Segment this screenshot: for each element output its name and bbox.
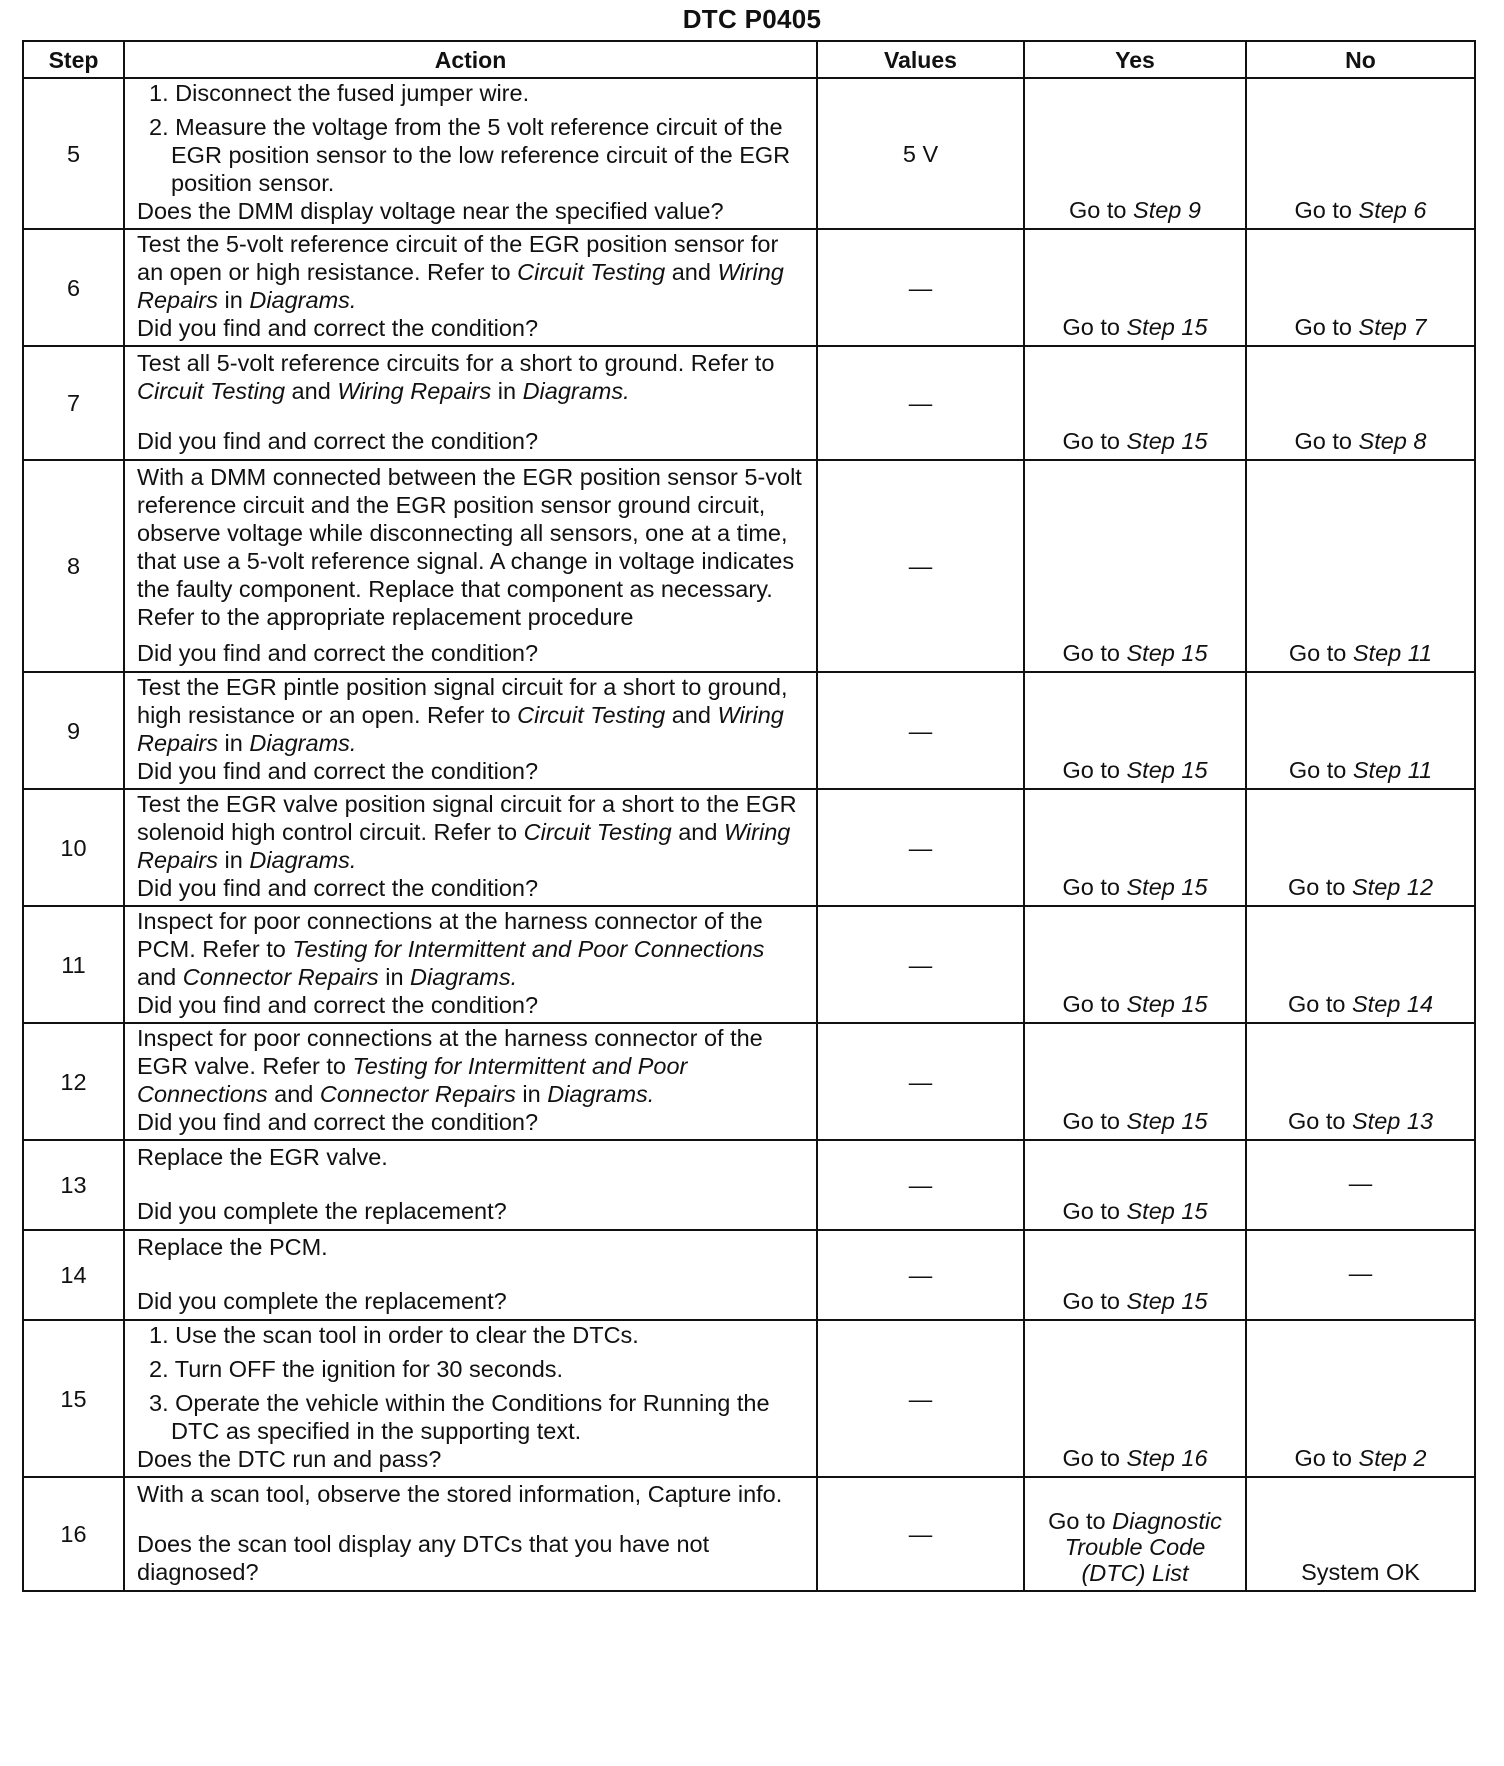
step-item-number: 1. (149, 80, 169, 106)
step-number: 9 (23, 672, 124, 789)
table-row (23, 672, 1475, 789)
no-plain-text: System OK (1301, 1559, 1420, 1585)
goto-prefix: Go to (1294, 1445, 1359, 1471)
action-description (137, 230, 808, 314)
goto-prefix: Go to (1062, 1288, 1127, 1314)
action-question: Did you find and correct the condition? (137, 875, 539, 901)
goto-prefix: Go to (1288, 640, 1353, 666)
step-item-text: Use the scan tool in order to clear the DTCs. (175, 1322, 639, 1348)
action-content (137, 1024, 808, 1136)
reference-link-text: Circuit Testing (523, 819, 672, 845)
action-content (137, 790, 808, 902)
reference-link-text: Testing for Intermittent and Poor Connections (137, 1053, 688, 1107)
goto-target: Step 15 (1126, 1198, 1208, 1224)
yes-result (1024, 1023, 1246, 1140)
description-text: in (378, 964, 411, 990)
action-cell (124, 460, 817, 672)
action-question: Did you find and correct the condition? (137, 758, 539, 784)
step-number: 14 (23, 1230, 124, 1320)
goto-prefix: Go to (1062, 640, 1127, 666)
step-item-text: Turn OFF the ignition for 30 seconds. (174, 1356, 564, 1382)
description-text: Replace the PCM. (137, 1233, 328, 1260)
value-cell: 5 V (817, 78, 1024, 229)
action-instructions (137, 1321, 808, 1445)
table-body (23, 78, 1475, 1591)
step-number: 5 (23, 78, 124, 229)
goto-target: Step 7 (1358, 314, 1427, 340)
description-text: With a scan tool, observe the stored information, Capture info. (137, 1480, 783, 1507)
description-text: and (671, 819, 724, 845)
numbered-step (137, 1389, 808, 1445)
goto-prefix: Go to (1062, 874, 1127, 900)
action-question: Did you find and correct the condition? (137, 992, 539, 1018)
action-content (137, 349, 808, 455)
action-question: Does the DTC run and pass? (137, 1446, 442, 1472)
reference-link-text: Diagrams. (249, 287, 357, 313)
description-text: Inspect for poor connections at the harness connector of the PCM. Refer to (137, 908, 763, 962)
no-result (1246, 1320, 1475, 1477)
goto-target: Step 15 (1126, 1288, 1208, 1314)
value-cell: — (817, 1140, 1024, 1230)
table-row (23, 906, 1475, 1023)
yes-result (1024, 1140, 1246, 1230)
goto-prefix: Go to (1294, 428, 1359, 454)
goto-prefix: Go to (1062, 428, 1127, 454)
description-text: and (267, 1081, 320, 1107)
goto-prefix: Go to (1062, 314, 1127, 340)
step-item-number: 3. (149, 1390, 169, 1416)
description-text: in (217, 287, 250, 313)
action-description (137, 1480, 808, 1508)
goto-prefix: Go to (1062, 1445, 1127, 1471)
step-item-text: Measure the voltage from the 5 volt reference circuit of the EGR position sensor to the low reference circuit of the EGR position sensor. (171, 114, 791, 196)
action-instructions (137, 1233, 808, 1261)
action-question: Did you find and correct the condition? (137, 1109, 539, 1135)
goto-target: Step 15 (1126, 757, 1208, 783)
description-text: Inspect for poor connections at the harness connector of the EGR valve. Refer to (137, 1025, 763, 1079)
table-row (23, 460, 1475, 672)
yes-result (1024, 460, 1246, 672)
no-result (1246, 672, 1475, 789)
description-text: and (665, 702, 718, 728)
goto-prefix: Go to (1048, 1508, 1113, 1534)
goto-target: Step 2 (1358, 1445, 1427, 1471)
step-item-text: Operate the vehicle within the Conditions for Running the DTC as specified in the supporting text. (171, 1390, 770, 1444)
goto-target: Step 11 (1352, 757, 1433, 783)
action-cell (124, 1320, 817, 1477)
action-question: Did you find and correct the condition? (137, 639, 539, 666)
table-row (23, 78, 1475, 229)
step-item-number: 2. (149, 1356, 169, 1382)
action-instructions (137, 230, 808, 314)
numbered-step (137, 113, 808, 197)
description-text: and (137, 964, 183, 990)
reference-link-text: Wiring Repairs (137, 702, 784, 756)
no-result (1246, 1230, 1475, 1320)
goto-target: Step 15 (1126, 428, 1208, 454)
goto-target: Step 8 (1358, 428, 1427, 454)
description-text: With a DMM connected between the EGR position sensor 5-volt reference circuit and the EGR position sensor ground circuit, observe voltage while disconnecting all sensors, one at a time, that use a 5-volt reference signal. A change in voltage indicates the faulty component. Replace that component as necessary. Refer to the appropriate replacement procedure (137, 463, 802, 630)
table-row (23, 1320, 1475, 1477)
value-cell: — (817, 1230, 1024, 1320)
header-row (23, 41, 1475, 78)
description-text: in (217, 730, 250, 756)
action-cell (124, 1023, 817, 1140)
step-number: 16 (23, 1477, 124, 1591)
goto-prefix: Go to (1062, 757, 1127, 783)
description-text: Test the EGR pintle position signal circuit for a short to ground, high resistance or an open. Refer to (137, 674, 788, 728)
action-description (137, 673, 808, 757)
action-question: Did you complete the replacement? (137, 1287, 507, 1314)
description-text: Test the EGR valve position signal circuit for a short to the EGR solenoid high control circuit. Refer to (137, 791, 797, 845)
goto-target: Step 9 (1133, 197, 1201, 223)
action-question: Did you complete the replacement? (137, 1197, 507, 1224)
action-description (137, 463, 808, 631)
goto-prefix: Go to (1062, 991, 1127, 1017)
action-description (137, 1024, 808, 1108)
reference-link-text: Circuit Testing (137, 377, 286, 404)
action-cell (124, 1140, 817, 1230)
action-instructions (137, 1143, 808, 1171)
goto-prefix: Go to (1062, 1198, 1127, 1224)
reference-link-text: Connector Repairs (182, 964, 379, 990)
no-plain-text: — (1348, 1170, 1373, 1196)
header-values: Values (817, 41, 1024, 78)
goto-target: Step 15 (1126, 640, 1208, 666)
action-instructions (137, 1024, 808, 1108)
action-question: Does the scan tool display any DTCs that you have not diagnosed? (137, 1530, 710, 1585)
step-number: 12 (23, 1023, 124, 1140)
reference-link-text: Diagrams. (522, 377, 630, 404)
goto-prefix: Go to (1288, 757, 1353, 783)
goto-target: Step 11 (1352, 640, 1433, 666)
no-result (1246, 460, 1475, 672)
diagnostic-table (22, 40, 1476, 1592)
reference-link-text: Testing for Intermittent and Poor Connections (292, 936, 765, 962)
reference-link-text: Wiring Repairs (337, 377, 492, 404)
action-cell (124, 78, 817, 229)
table-row (23, 789, 1475, 906)
yes-result (1024, 789, 1246, 906)
table-row (23, 1230, 1475, 1320)
yes-result (1024, 78, 1246, 229)
action-content (137, 1233, 808, 1315)
action-question: Does the DMM display voltage near the specified value? (137, 198, 724, 224)
action-description (137, 1143, 808, 1171)
reference-link-text: Connector Repairs (319, 1081, 516, 1107)
yes-result (1024, 1230, 1246, 1320)
action-instructions (137, 1480, 808, 1508)
action-instructions (137, 463, 808, 631)
reference-link-text: Diagrams. (249, 730, 357, 756)
goto-prefix: Go to (1069, 197, 1134, 223)
value-cell: — (817, 346, 1024, 460)
no-result (1246, 346, 1475, 460)
goto-prefix: Go to (1062, 1108, 1127, 1134)
table-row (23, 1140, 1475, 1230)
goto-target: Step 12 (1352, 874, 1434, 900)
action-cell (124, 672, 817, 789)
goto-target: Step 13 (1352, 1108, 1434, 1134)
goto-prefix: Go to (1287, 874, 1352, 900)
description-text: Test the 5-volt reference circuit of the EGR position sensor for an open or high resistance. Refer to (137, 231, 779, 285)
action-content (137, 907, 808, 1019)
page-title: DTC P0405 (682, 4, 822, 34)
action-question: Did you find and correct the condition? (137, 427, 539, 454)
step-number: 13 (23, 1140, 124, 1230)
action-content (137, 463, 808, 667)
numbered-step (137, 1355, 808, 1383)
table-row (23, 229, 1475, 346)
no-result (1246, 1140, 1475, 1230)
value-cell: — (817, 672, 1024, 789)
no-plain-text: — (1348, 1260, 1373, 1286)
goto-target: Step 15 (1126, 314, 1208, 340)
table-row (23, 1023, 1475, 1140)
yes-result (1024, 906, 1246, 1023)
no-result (1246, 906, 1475, 1023)
value-cell: — (817, 1320, 1024, 1477)
reference-link-text: Wiring Repairs (137, 259, 784, 313)
step-number: 11 (23, 906, 124, 1023)
goto-prefix: Go to (1287, 991, 1352, 1017)
goto-target: Step 16 (1126, 1445, 1208, 1471)
description-text: and (665, 259, 718, 285)
goto-target: Step 15 (1126, 874, 1208, 900)
yes-result (1024, 229, 1246, 346)
action-instructions (137, 349, 808, 405)
action-cell (124, 1230, 817, 1320)
reference-link-text: Diagrams. (249, 847, 357, 873)
goto-target: Step 6 (1358, 197, 1427, 223)
action-question: Did you find and correct the condition? (137, 315, 539, 341)
reference-link-text: Circuit Testing (517, 702, 666, 728)
description-text: in (491, 377, 523, 404)
table-row (23, 346, 1475, 460)
no-result (1246, 1477, 1475, 1591)
step-item-text: Disconnect the fused jumper wire. (175, 80, 530, 106)
action-instructions (137, 907, 808, 991)
header-step: Step (23, 41, 124, 78)
step-item-number: 1. (149, 1322, 169, 1348)
action-content (137, 1143, 808, 1225)
step-number: 7 (23, 346, 124, 460)
value-cell: — (817, 1477, 1024, 1591)
step-number: 6 (23, 229, 124, 346)
action-cell (124, 906, 817, 1023)
goto-prefix: Go to (1287, 1108, 1352, 1134)
value-cell: — (817, 906, 1024, 1023)
action-description (137, 907, 808, 991)
reference-link-text: Diagrams. (547, 1081, 655, 1107)
value-cell: — (817, 460, 1024, 672)
description-text: and (285, 377, 338, 404)
action-description (137, 349, 808, 405)
reference-link-text: Circuit Testing (517, 259, 666, 285)
yes-result (1024, 346, 1246, 460)
action-instructions (137, 790, 808, 874)
reference-link-text: Diagrams. (410, 964, 518, 990)
action-instructions (137, 673, 808, 757)
reference-link-text: Wiring Repairs (137, 819, 791, 873)
description-text: in (217, 847, 250, 873)
header-yes: Yes (1024, 41, 1246, 78)
action-cell (124, 789, 817, 906)
action-content (137, 79, 808, 225)
no-result (1246, 789, 1475, 906)
goto-target: Step 15 (1126, 991, 1208, 1017)
goto-prefix: Go to (1294, 197, 1359, 223)
goto-target: Step 14 (1352, 991, 1434, 1017)
no-result (1246, 1023, 1475, 1140)
goto-prefix: Go to (1294, 314, 1359, 340)
action-content (137, 1480, 808, 1586)
action-instructions (137, 79, 808, 197)
action-cell (124, 1477, 817, 1591)
action-content (137, 673, 808, 785)
description-text: in (515, 1081, 548, 1107)
action-content (137, 1321, 808, 1473)
step-number: 8 (23, 460, 124, 672)
goto-target: Step 15 (1126, 1108, 1208, 1134)
header-action: Action (124, 41, 817, 78)
no-result (1246, 78, 1475, 229)
step-item-number: 2. (149, 114, 169, 140)
header-no: No (1246, 41, 1475, 78)
yes-result (1024, 1477, 1246, 1591)
yes-result (1024, 1320, 1246, 1477)
goto-target: Diagnostic Trouble Code (DTC) List (1064, 1508, 1222, 1586)
numbered-step (137, 1321, 808, 1349)
action-description (137, 790, 808, 874)
action-cell (124, 229, 817, 346)
value-cell: — (817, 789, 1024, 906)
action-description (137, 1233, 808, 1261)
description-text: Replace the EGR valve. (137, 1143, 388, 1170)
numbered-step (137, 79, 808, 107)
table-row (23, 1477, 1475, 1591)
yes-result (1024, 672, 1246, 789)
value-cell: — (817, 1023, 1024, 1140)
action-content (137, 230, 808, 342)
no-result (1246, 229, 1475, 346)
value-cell: — (817, 229, 1024, 346)
description-text: Test all 5-volt reference circuits for a short to ground. Refer to (137, 349, 775, 376)
step-number: 15 (23, 1320, 124, 1477)
action-cell (124, 346, 817, 460)
step-number: 10 (23, 789, 124, 906)
